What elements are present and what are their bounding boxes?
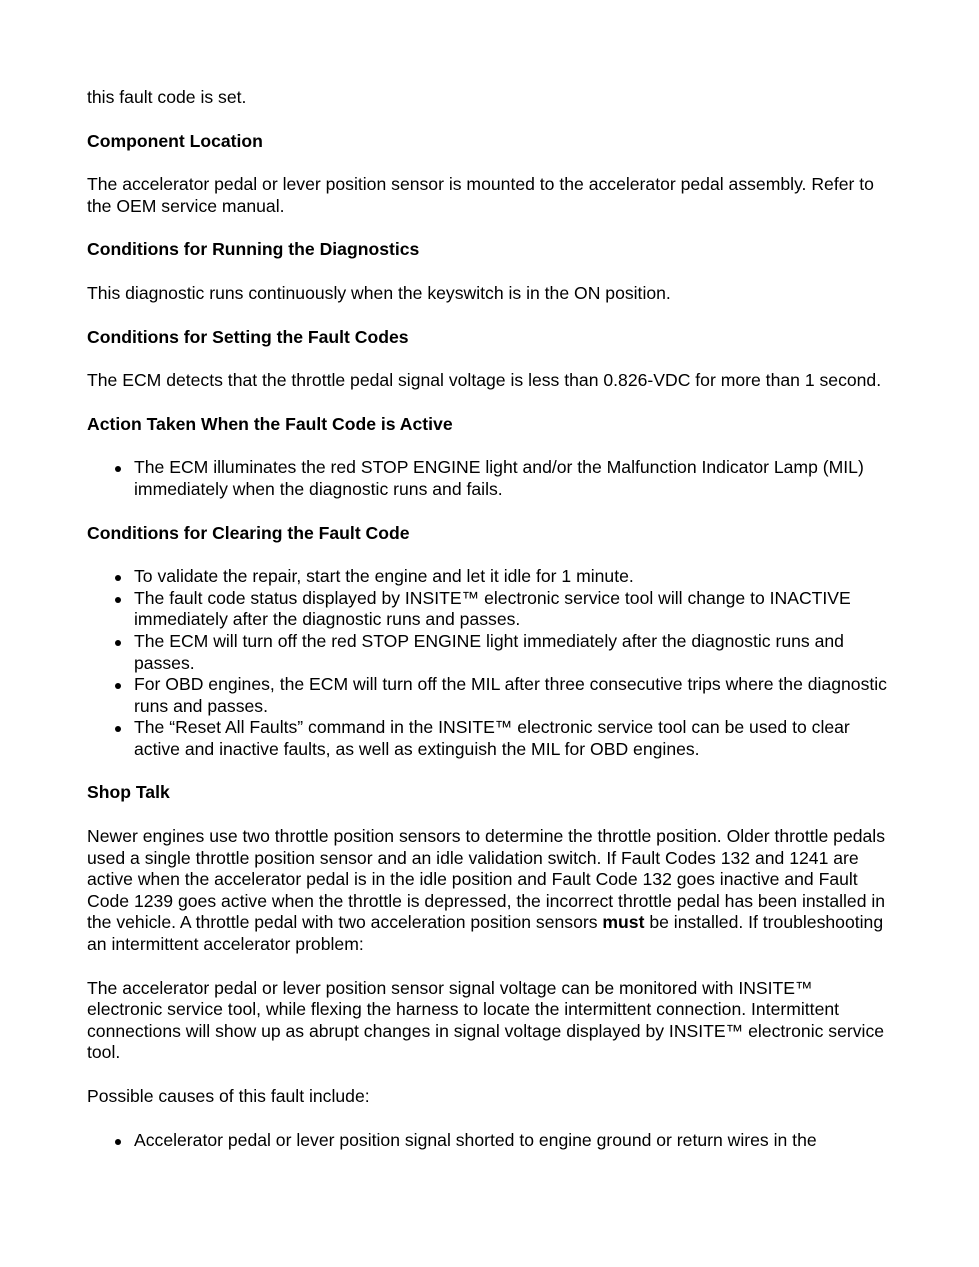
bullet-icon	[115, 597, 121, 603]
list-item-text: The ECM illuminates the red STOP ENGINE light and/or the Malfunction Indicator Lamp (MIL) immediately when the diagnostic runs and fails.	[134, 457, 864, 499]
list-item	[87, 566, 887, 588]
possible-causes-list	[87, 1130, 887, 1152]
list-item-text: The “Reset All Faults” command in the INSITE™ electronic service tool can be used to clear active and inactive faults, as well as extinguish the MIL for OBD engines.	[134, 717, 850, 759]
list-item	[87, 457, 887, 500]
bullet-icon	[115, 1139, 121, 1145]
document-content	[87, 87, 887, 1151]
list-item-text: For OBD engines, the ECM will turn off the MIL after three consecutive trips where the diagnostic runs and passes.	[134, 674, 887, 716]
setting-fault-codes-text: The ECM detects that the throttle pedal signal voltage is less than 0.826-VDC for more than 1 second.	[87, 370, 882, 391]
shop-talk-text: be installed. If troubleshooting an intermittent accelerator problem:	[87, 912, 884, 955]
heading-clearing-fault-code: Conditions for Clearing the Fault Code	[87, 522, 410, 543]
list-item-text: The fault code status displayed by INSITE™ electronic service tool will change to INACTIVE immediately after the diagnostic runs and passes.	[134, 587, 851, 630]
list-item	[87, 588, 887, 631]
list-item	[87, 1130, 887, 1152]
list-item	[87, 631, 887, 674]
heading-setting-fault-codes: Conditions for Setting the Fault Codes	[87, 326, 409, 347]
shop-talk-paragraph-2: The accelerator pedal or lever position sensor signal voltage can be monitored with INSITE™ electronic service tool, while flexing the harness to locate the intermittent connection. Intermittent connections will show up as abrupt changes in signal voltage displayed by INSITE™ electronic service tool.	[87, 977, 885, 1063]
component-location-text: The accelerator pedal or lever position sensor is mounted to the accelerator pedal assembly. Refer to the OEM service manual.	[87, 174, 874, 216]
heading-component-location: Component Location	[87, 130, 263, 151]
action-taken-list	[87, 457, 887, 500]
bullet-icon	[115, 466, 121, 472]
heading-running-diagnostics: Conditions for Running the Diagnostics	[87, 239, 420, 260]
bullet-icon	[115, 640, 121, 646]
intro-text: this fault code is set.	[87, 87, 247, 107]
heading-shop-talk: Shop Talk	[87, 782, 170, 803]
list-item	[87, 717, 887, 760]
list-item-text: The ECM will turn off the red STOP ENGINE light immediately after the diagnostic runs and passes.	[134, 630, 844, 673]
heading-action-taken: Action Taken When the Fault Code is Active	[87, 413, 453, 434]
list-item-text: To validate the repair, start the engine and let it idle for 1 minute.	[134, 566, 634, 587]
shop-talk-paragraph-3: Possible causes of this fault include:	[87, 1086, 370, 1106]
bullet-icon	[115, 683, 121, 689]
list-item	[87, 674, 887, 717]
clearing-fault-code-list	[87, 566, 887, 760]
emphasis-must: must	[602, 912, 645, 933]
bullet-icon	[115, 726, 121, 732]
shop-talk-paragraph-1	[87, 826, 887, 956]
shop-talk-text: Newer engines use two throttle position sensors to determine the throttle position. Older throttle pedals used a single throttle position sensor and an idle validation switch. If Fault Codes 132 and 1241 are active when the accelerator pedal is in the idle position and Fault Code 132 goes inactive and Fault Code 1239 goes active when the throttle is depressed, the incorrect throttle pedal has been installed in the vehicle. A throttle pedal with two acceleration position sensors	[87, 826, 886, 933]
running-diagnostics-text: This diagnostic runs continuously when the keyswitch is in the ON position.	[87, 282, 671, 303]
list-item-text: Accelerator pedal or lever position signal shorted to engine ground or return wires in the	[134, 1129, 817, 1150]
bullet-icon	[115, 575, 121, 581]
